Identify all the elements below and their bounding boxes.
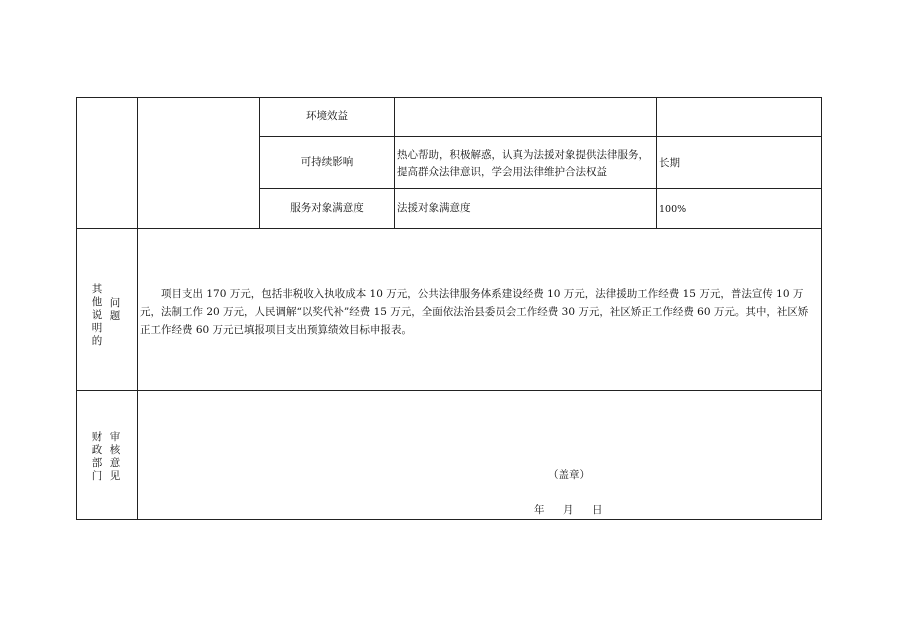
col-divider-1 bbox=[137, 97, 138, 520]
indicator-target-sustainability: 长期 bbox=[659, 157, 680, 169]
indicator-name-satisfaction: 服务对象满意度 bbox=[290, 202, 364, 214]
seal-placeholder: （盖章） bbox=[548, 469, 590, 481]
finance-review-label-col2: 审核意见 bbox=[109, 431, 121, 482]
col-divider-4 bbox=[656, 97, 657, 228]
other-notes-text: 项目支出 170 万元，包括非税收入执收成本 10 万元，公共法律服务体系建设经费 10 万元，法律援助工作经费 15 万元，普法宣传 10 万元，法制工作 20 万元，人民调解“以奖代补”经费 15 万元，全面依法治县委员会工作经费 30 万元，社区矫正工作经费 60 万元。其中，社区矫正工作经费 60 万元已填报项目支出预算绩效目标申报表。 bbox=[140, 288, 809, 336]
indicator-description-satisfaction: 法援对象满意度 bbox=[397, 202, 471, 214]
row-divider-4 bbox=[76, 390, 822, 391]
date-month: 月 bbox=[563, 504, 574, 516]
indicator-name-environment: 环境效益 bbox=[306, 110, 348, 122]
finance-review-label-col1: 财政部门 bbox=[91, 431, 103, 482]
row-divider-2 bbox=[259, 188, 822, 189]
row-divider-3 bbox=[76, 228, 822, 229]
indicator-description-line1: 热心帮助，积极解惑，认真为法援对象提供法律服务， bbox=[397, 149, 649, 161]
other-notes-label-col1: 其他说明的 bbox=[91, 283, 103, 347]
indicator-description-line2: 提高群众法律意识，学会用法律维护合法权益 bbox=[397, 166, 607, 178]
col-divider-3 bbox=[394, 97, 395, 228]
indicator-target-satisfaction: 100% bbox=[659, 204, 687, 215]
other-notes-label-col2: 问题 bbox=[109, 297, 121, 322]
indicator-name-sustainability: 可持续影响 bbox=[300, 156, 354, 168]
date-year: 年 bbox=[534, 504, 545, 516]
date-day: 日 bbox=[592, 504, 603, 516]
row-divider-1 bbox=[259, 136, 822, 137]
